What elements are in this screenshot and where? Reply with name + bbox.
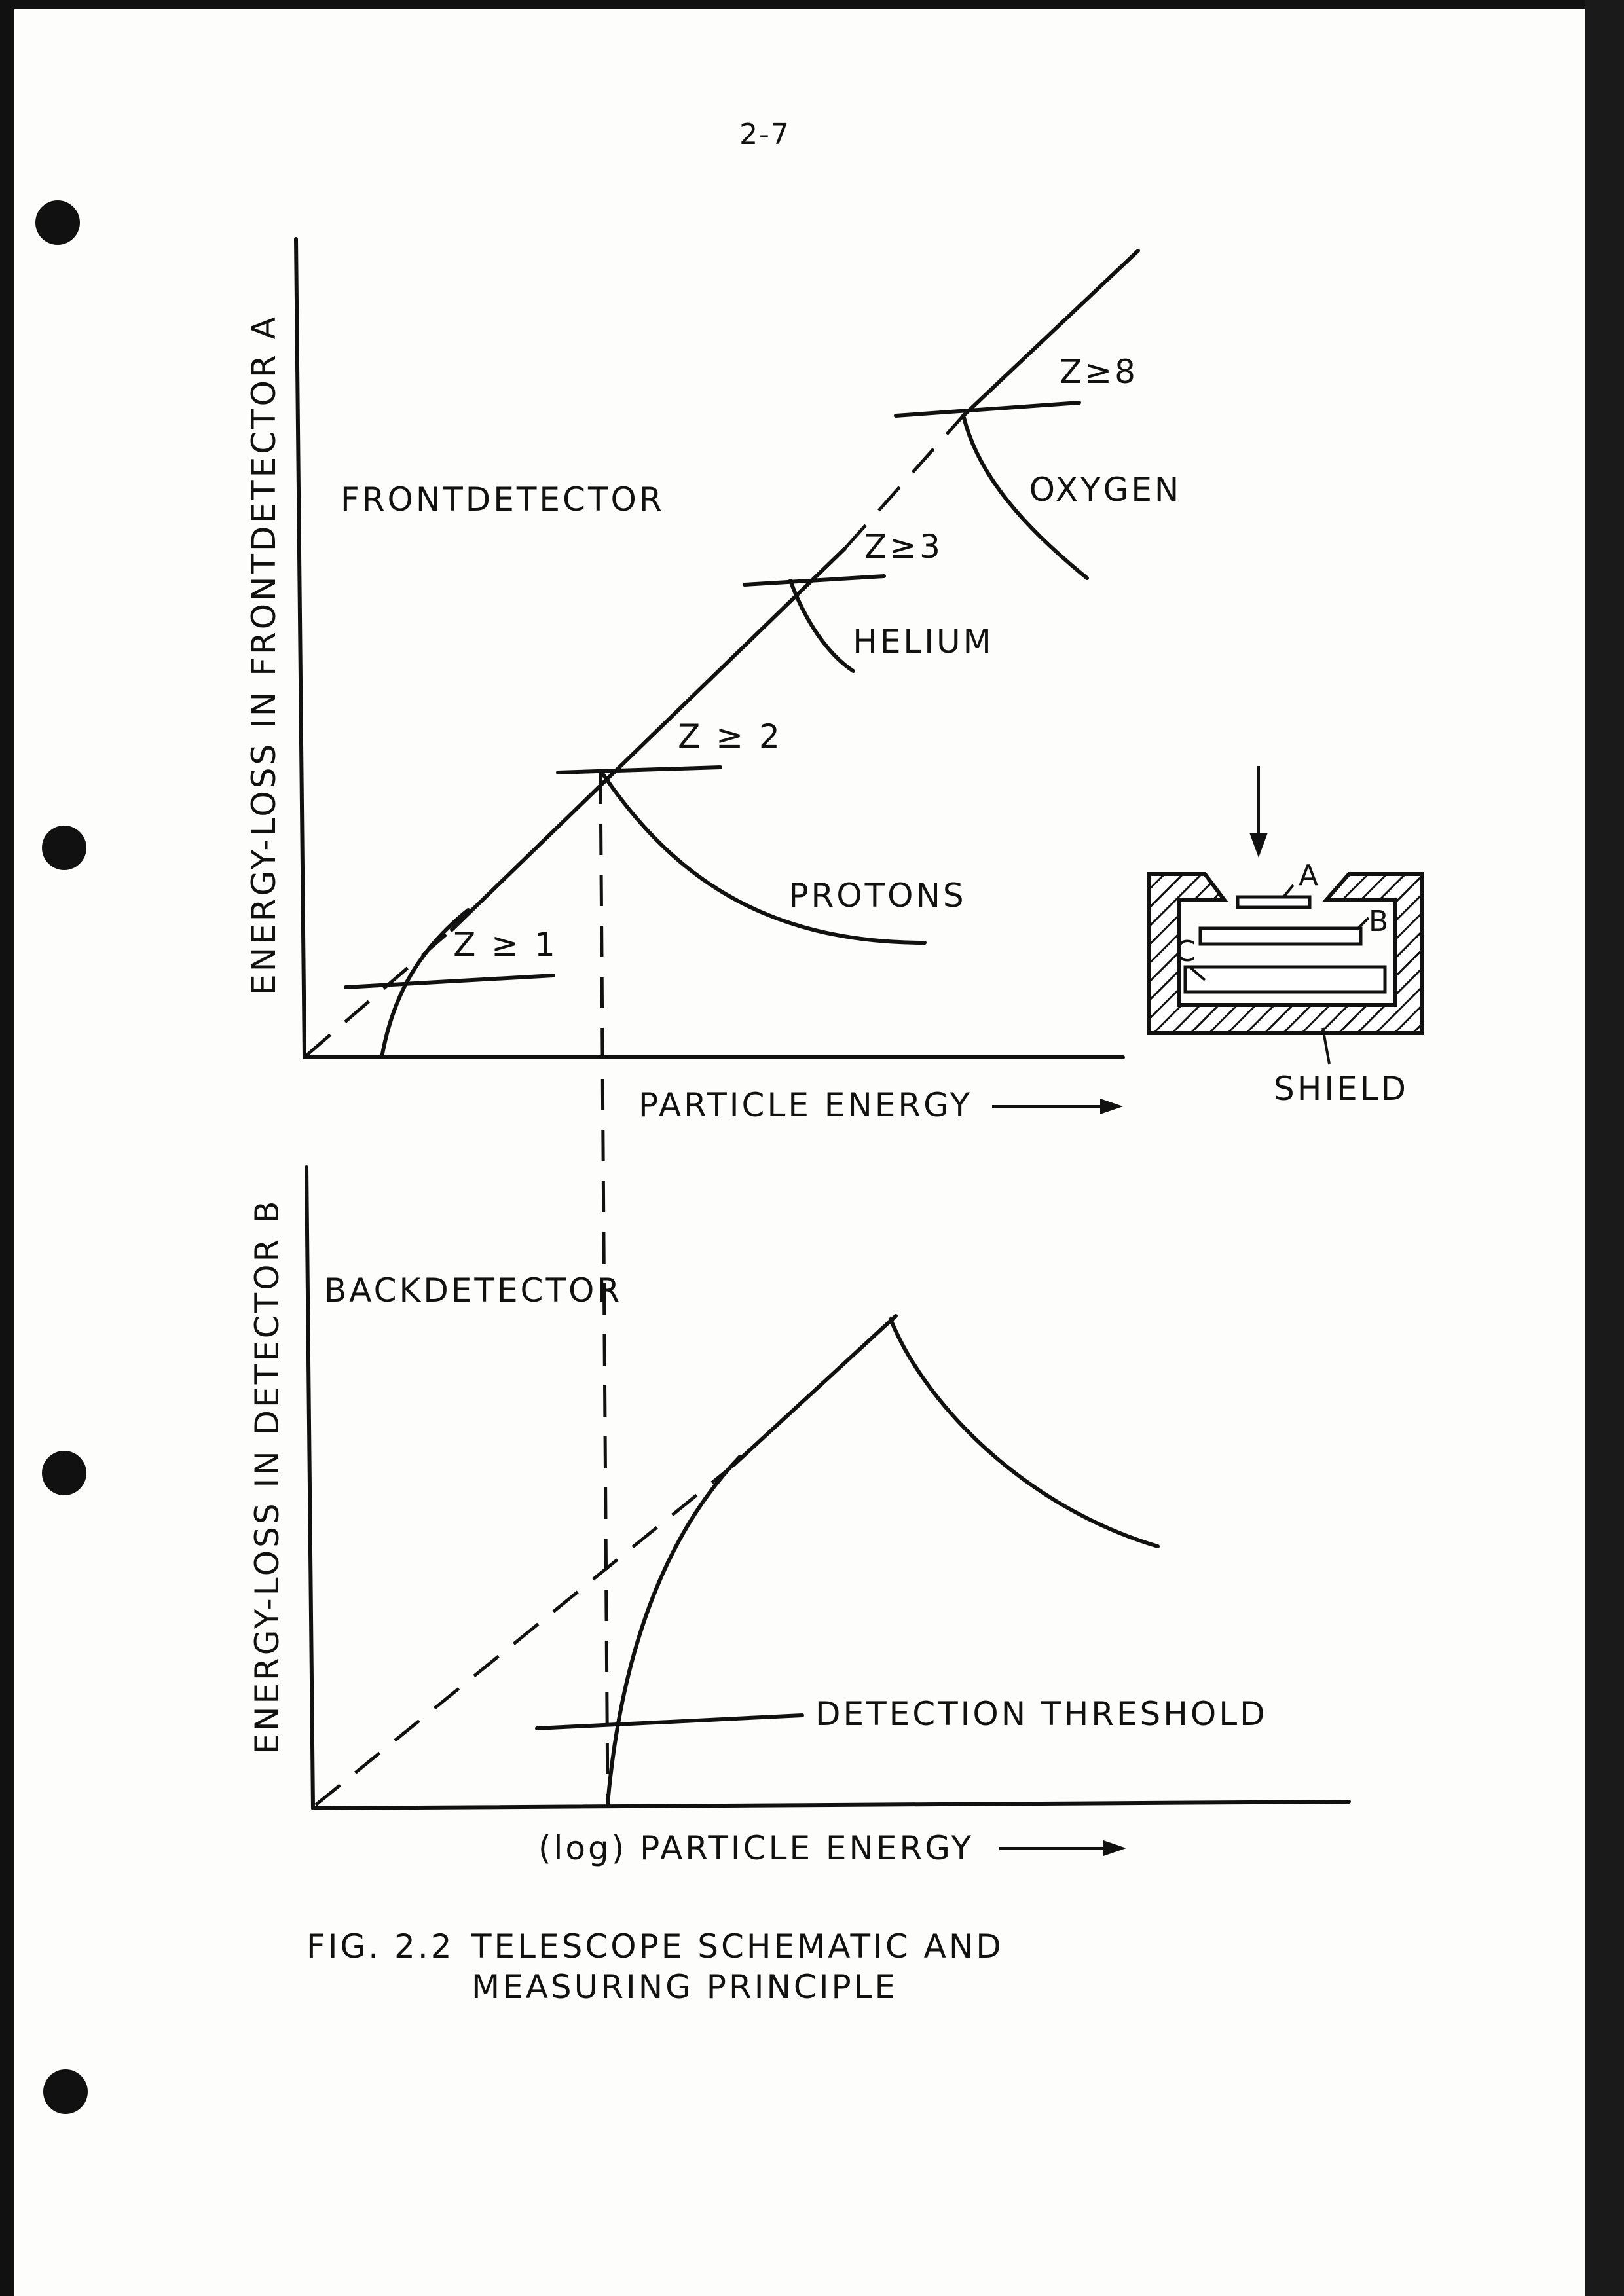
top-y-axis-label: ENERGY-LOSS IN FRONTDETECTOR A — [245, 314, 283, 995]
detection-threshold-line — [537, 1715, 802, 1728]
binder-hole — [42, 1451, 86, 1495]
incoming-particle-arrow-head — [1249, 833, 1268, 858]
detector-a-leader — [1283, 885, 1293, 897]
detector-a — [1238, 897, 1310, 907]
threshold-z1-line — [346, 975, 553, 987]
diagonal-solid-mid — [452, 549, 845, 930]
threshold-z8-line — [896, 403, 1079, 416]
detector-a-label: A — [1299, 859, 1320, 892]
figure-caption — [306, 1927, 1004, 2006]
figure-number: FIG. 2.2 — [306, 1927, 454, 1965]
oxygen-label: OXYGEN — [1029, 471, 1182, 509]
detector-b-leader — [1357, 918, 1369, 930]
telescope-schematic — [1149, 766, 1422, 1108]
bottom-diagonal-dashed — [316, 1465, 733, 1805]
detector-c — [1185, 967, 1385, 992]
binder-hole — [42, 826, 86, 870]
caption-line-2: MEASURING PRINCIPLE — [471, 1968, 898, 2006]
bottom-plot — [248, 1167, 1349, 1867]
bottom-x-axis — [313, 1802, 1349, 1808]
protons-label: PROTONS — [788, 877, 967, 915]
bottom-y-axis-label: ENERGY-LOSS IN DETECTOR B — [248, 1198, 286, 1755]
detection-threshold-label: DETECTION THRESHOLD — [815, 1695, 1268, 1733]
caption-line-1: TELESCOPE SCHEMATIC AND — [471, 1927, 1004, 1965]
bottom-x-axis-label: (log) PARTICLE ENERGY — [538, 1829, 974, 1867]
top-plot — [245, 239, 1181, 1124]
top-x-arrow-head — [1100, 1099, 1123, 1114]
top-x-axis-label: PARTICLE ENERGY — [638, 1086, 972, 1124]
shield-label: SHIELD — [1273, 1070, 1409, 1108]
bottom-x-arrow-head — [1103, 1840, 1126, 1856]
protons-curve — [600, 771, 925, 943]
page-number: 2-7 — [739, 118, 790, 151]
bottom-rise-curve — [608, 1457, 740, 1804]
detector-c-label: C — [1175, 935, 1197, 968]
backdetector-label: BACKDETECTOR — [324, 1271, 623, 1309]
threshold-z8-label: Z≥8 — [1060, 353, 1138, 391]
binder-hole — [43, 2069, 88, 2114]
binder-hole — [35, 200, 80, 245]
bottom-falloff-curve — [891, 1319, 1158, 1546]
bottom-y-axis — [306, 1167, 313, 1808]
top-y-axis — [296, 239, 304, 1057]
helium-label: HELIUM — [853, 623, 994, 661]
frontdetector-label: FRONTDETECTOR — [341, 481, 665, 519]
diagonal-solid-top — [963, 251, 1138, 416]
threshold-z2-line — [558, 767, 720, 773]
detector-b — [1200, 928, 1361, 944]
bottom-diagonal-solid — [733, 1316, 896, 1465]
threshold-z1-label: Z ≥ 1 — [453, 926, 558, 964]
threshold-z2-label: Z ≥ 2 — [678, 718, 783, 756]
detector-b-label: B — [1369, 905, 1390, 938]
threshold-z3-label: Z≥3 — [864, 528, 943, 566]
